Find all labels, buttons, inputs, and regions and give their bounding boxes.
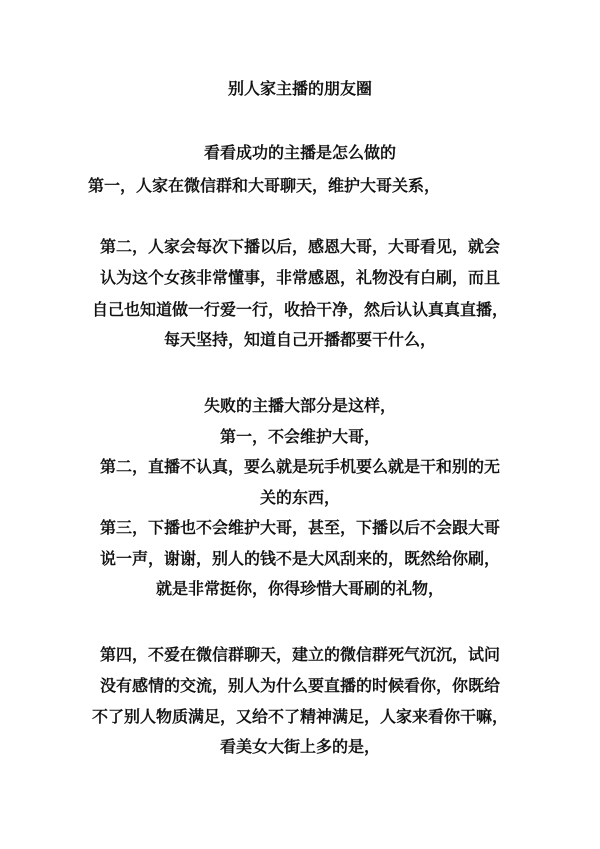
text-line: 认为这个女孩非常懂事，非常感恩，礼物没有白刷，而且 [99,268,500,287]
text-line: 第一，人家在微信群和大哥聊天，维护大哥关系， [87,176,440,195]
text-line: 关的东西， [259,488,340,507]
text-line: 看美女大街上多的是， [219,737,380,756]
text-line: 第一，不会维护大哥， [219,427,380,446]
text-line: 说一声，谢谢，别人的钱不是大风刮来的，既然给你刷， [99,549,500,568]
text-line: 第二，直播不认真，要么就是玩手机要么就是干和别的无 [99,457,500,476]
success-heading: 看看成功的主播是怎么做的 [203,143,396,162]
text-line: 就是非常挺你，你得珍惜大哥刷的礼物， [155,579,444,598]
failure-heading: 失败的主播大部分是这样， [203,396,396,415]
text-line: 没有感情的交流，别人为什么要直播的时候看你，你既给 [99,676,500,695]
text-line: 第二，人家会每次下播以后，感恩大哥，大哥看见，就会 [99,237,500,256]
text-line: 第四，不爱在微信群聊天，建立的微信群死气沉沉，试问 [99,645,500,664]
text-line: 不了别人物质满足，又给不了精神满足，人家来看你干嘛， [91,707,508,726]
text-line: 第三，下播也不会维护大哥，甚至，下播以后不会跟大哥 [99,518,500,537]
text-line: 每天坚持，知道自己开播都要干什么， [163,330,436,349]
document-title: 别人家主播的朋友圈 [227,79,372,98]
text-line: 自己也知道做一行爱一行，收拾干净，然后认认真真直播， [91,300,508,319]
